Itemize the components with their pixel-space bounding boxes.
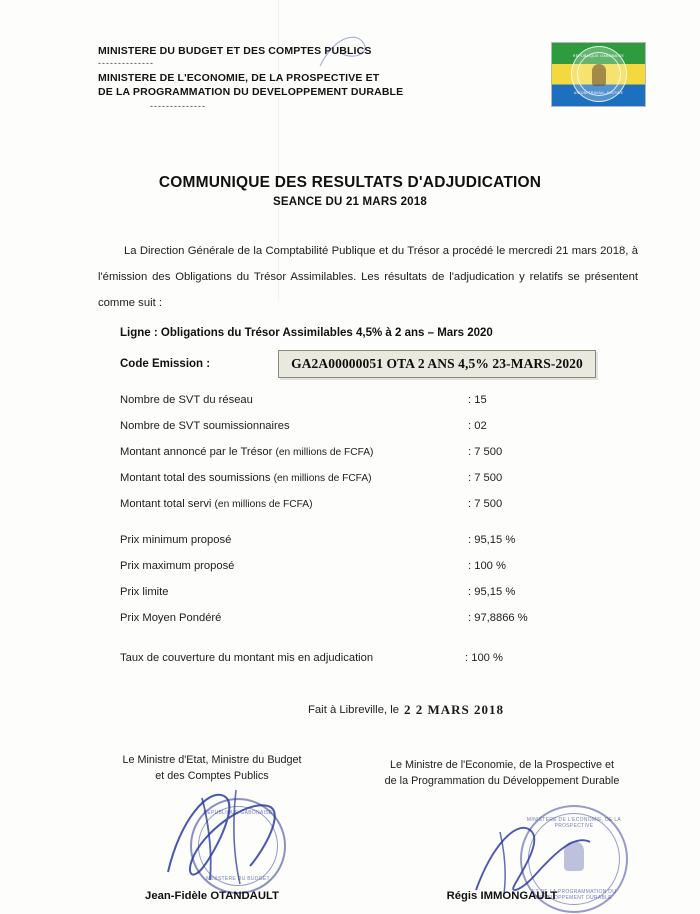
row-label: Montant total des soumissions (en millions de FCFA) — [120, 472, 372, 484]
stamp-figure — [564, 841, 584, 871]
date-stamp: 2 2 MARS 2018 — [404, 702, 505, 717]
table-row — [120, 390, 620, 416]
code-emission-label: Code Emission : — [120, 358, 211, 370]
emblem-text-top: REPUBLIQUE GABONAISE — [572, 54, 625, 58]
ministry-economy-line2: DE LA PROGRAMMATION DU DEVELOPPEMENT DURABLE — [98, 86, 404, 98]
signatory-right-title-line1: Le Ministre de l'Economie, de la Prospective et — [389, 759, 615, 771]
row-value: : 97,8866 % — [468, 612, 528, 624]
table-row — [120, 442, 620, 468]
row-label: Prix limite — [120, 586, 169, 598]
table-row — [120, 468, 620, 494]
emblem-seal — [571, 46, 627, 102]
signatory-right-title-line2: de la Programmation du Développement Durable — [384, 775, 620, 787]
code-emission-value: GA2A00000051 OTA 2 ANS 4,5% 23-MARS-2020 — [291, 356, 583, 371]
emblem-text-bottom: UNION-TRAVAIL-JUSTICE — [573, 91, 624, 95]
ministry-economy-line1: MINISTERE DE L'ECONOMIE, DE LA PROSPECTIVE ET — [98, 72, 380, 84]
row-label: Montant total servi (en millions de FCFA) — [120, 498, 313, 510]
stamp-right-text-bottom: ET DE LA PROGRAMMATION DU DEVELOPPEMENT DURABLE — [531, 889, 617, 901]
row-label: Montant annoncé par le Trésor (en millions de FCFA) — [120, 446, 374, 458]
row-value: : 7 500 — [468, 446, 503, 458]
stamp-inner-ring — [198, 806, 278, 886]
results-group-prices — [120, 530, 620, 634]
row-value: : 100 % — [468, 560, 506, 572]
table-row — [120, 530, 620, 556]
row-value: : 7 500 — [468, 472, 503, 484]
table-row — [120, 582, 620, 608]
results-group-amounts — [120, 390, 620, 520]
ligne-title: Ligne : Obligations du Trésor Assimilables 4,5% à 2 ans – Mars 2020 — [120, 327, 493, 339]
signatory-right-title — [352, 757, 652, 789]
signatory-left-title-line2: et des Comptes Publics — [155, 770, 269, 782]
header-separator-2: -------------- — [150, 101, 206, 111]
ministry-budget-line: MINISTERE DU BUDGET ET DES COMPTES PUBLICS — [98, 45, 372, 57]
emblem-figure — [592, 64, 606, 86]
document-header — [98, 44, 528, 111]
results-group-coverage — [120, 648, 620, 674]
table-row — [120, 494, 620, 520]
page-title: COMMUNIQUE DES RESULTATS D'ADJUDICATION — [158, 174, 542, 191]
row-value: : 15 — [468, 394, 487, 406]
place-date-label: Fait à Libreville, le — [308, 704, 400, 716]
row-label: Prix Moyen Pondéré — [120, 612, 222, 624]
signatory-left-name: Jean-Fidèle OTANDAULT — [145, 890, 279, 902]
coat-of-arms-emblem — [551, 42, 646, 107]
row-label: Nombre de SVT du réseau — [120, 394, 253, 406]
ministry-economy-block — [98, 71, 528, 111]
row-label: Nombre de SVT soumissionnaires — [120, 420, 290, 432]
table-row — [120, 608, 620, 634]
signatory-left-title — [62, 752, 362, 784]
code-emission-box — [278, 350, 596, 378]
signatory-right-name: Régis IMMONGAULT — [446, 890, 558, 902]
table-row — [120, 648, 620, 674]
row-value: : 7 500 — [468, 498, 503, 510]
table-row — [120, 556, 620, 582]
stamp-left-text-bottom: MINISTERE DU BUDGET — [206, 876, 270, 882]
row-value: : 95,15 % — [468, 586, 516, 598]
row-value: : 95,15 % — [468, 534, 516, 546]
header-separator-1: -------------- — [98, 58, 154, 68]
page-subtitle: SEANCE DU 21 MARS 2018 — [273, 196, 427, 208]
row-value: : 100 % — [465, 652, 503, 664]
row-value: : 02 — [468, 420, 487, 432]
stamp-right-text-top: MINISTERE DE L'ECONOMIE, DE LA PROSPECTIVE — [526, 817, 622, 829]
row-label: Taux de couverture du montant mis en adjudication — [120, 652, 374, 664]
intro-paragraph: La Direction Générale de la Comptabilité Publique et du Trésor a procédé le mercredi 21 mars 2018, à l'émission des Obligations du Trésor Assimilables. Les résultats de l'adjudication y relatifs se présentent comme suit : — [98, 245, 638, 309]
row-label: Prix maximum proposé — [120, 560, 235, 572]
official-stamp-left — [190, 798, 286, 894]
table-row — [120, 416, 620, 442]
stamp-left-text-top: REPUBLIQUE GABONAISE — [203, 810, 273, 816]
signatory-left-title-line1: Le Ministre d'Etat, Ministre du Budget — [122, 754, 302, 766]
row-label: Prix minimum proposé — [120, 534, 232, 546]
